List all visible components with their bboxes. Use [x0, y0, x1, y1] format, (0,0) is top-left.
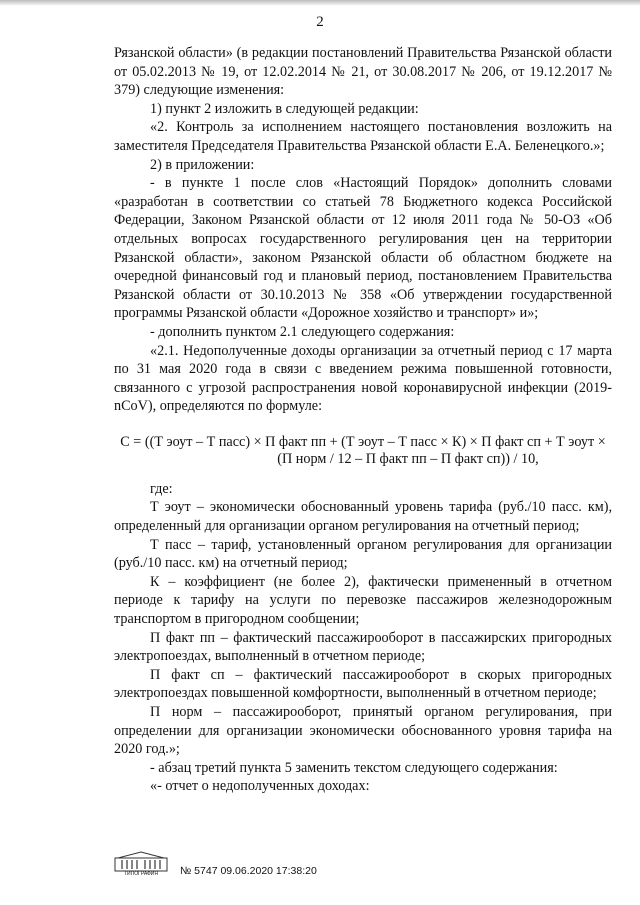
print-stamp-icon: [114, 850, 168, 872]
paragraph: 2) в приложении:: [150, 156, 255, 173]
definition: [114, 536, 612, 573]
paragraph: 1) пункт 2 изложить в следующей редакции:: [150, 100, 419, 117]
definition-text: – тариф, установленный органом регулирования для организации (руб./10 пасс. км) на отчетный период;: [114, 536, 613, 572]
formula-line-1: С = ((Т эоут – Т пасс) × П факт пп + (Т эоут – Т пасс × К) × П факт сп + Т эоут ×: [120, 433, 606, 450]
paragraph: - дополнить пунктом 2.1 следующего содержания:: [150, 323, 455, 340]
paragraph: Рязанской области» (в редакции постановлений Правительства Рязанской области от 05.02.2013 № 19, от 12.02.2014 № 21, от 30.08.2017 № 206, от 19.12.2017 № 379) следующие изменения:: [114, 45, 612, 99]
definition: [114, 666, 612, 703]
definition-symbol: П факт пп: [150, 629, 216, 646]
where-label: где:: [150, 480, 173, 497]
paragraph: «2. Контроль за исполнением настоящего постановления возложить на заместителя Председателя Правительства Рязанской области Е.А. Беленецкого.»;: [114, 119, 612, 154]
paragraph: «2.1. Недополученные доходы организации за отчетный период с 17 марта по 31 мая 2020 года в связи с введением режима повышенной готовности, связанного с угрозой распространения новой коронавирусной инфекции (2019-nCoV), определяются по формуле:: [114, 342, 612, 415]
document-body: [114, 44, 612, 796]
scan-edge: [0, 0, 640, 6]
definition: [114, 629, 612, 666]
definition-symbol: К: [150, 573, 160, 590]
registration-number: № 5747 09.06.2020 17:38:20: [180, 865, 317, 877]
paragraph: «- отчет о недополученных доходах:: [150, 778, 370, 795]
definition: [114, 498, 612, 535]
definition-text: – пассажирооборот, принятый органом регулирования, при определении для организации экономически обоснованного уровня тарифа на 2020 год.»;: [114, 704, 612, 758]
formula-line-2: (П норм / 12 – П факт пп – П факт сп)) / 10,: [277, 450, 539, 467]
page-number: 2: [316, 14, 324, 30]
definition-text: – фактический пассажирооборот в скорых пригородных электропоездах повышенной комфортности, выполненный в отчетном периоде;: [114, 666, 613, 702]
definition-text: – фактический пассажирооборот в пассажирских пригородных электропоездах, выполненный в отчетном периоде;: [114, 629, 613, 665]
definition-symbol: Т эоут: [150, 499, 191, 516]
definition-text: – экономически обоснованный уровень тарифа (руб./10 пасс. км), определенный для организации органом регулирования на отчетный период;: [114, 499, 612, 535]
paragraph: - абзац третий пункта 5 заменить текстом следующего содержания:: [150, 759, 558, 776]
definition-symbol: П факт сп: [150, 666, 225, 683]
definition: [114, 573, 612, 629]
formula: [114, 434, 612, 468]
definition-symbol: Т пасс: [150, 536, 192, 553]
footer: [114, 850, 534, 890]
paragraph: - в пункте 1 после слов «Настоящий Порядок» дополнить словами «разработан в соответствии со статьей 78 Бюджетного кодекса Российской Федерации, Законом Рязанской области от 12 июля 2011 года № 50-ОЗ «Об отдельных вопросах государственного регулирования цен на территории Рязанской области», законом Рязанской области об областном бюджете на очередной финансовый год и плановый период, постановлением Правительства Рязанской области от 30.10.2013 № 358 «Об утверждении государственной программы Рязанской области «Дорожное хозяйство и транспорт» и»;: [114, 175, 612, 322]
stamp-label: ТИПОГРАФИЯ: [123, 871, 158, 877]
definition-text: – коэффициент (не более 2), фактически примененный в отчетном периоде к тарифу на услуги по перевозке пассажиров железнодорожным транспортом в пригородном сообщении;: [114, 573, 612, 628]
definition-symbol: П норм: [150, 704, 203, 720]
definition: [114, 703, 612, 759]
